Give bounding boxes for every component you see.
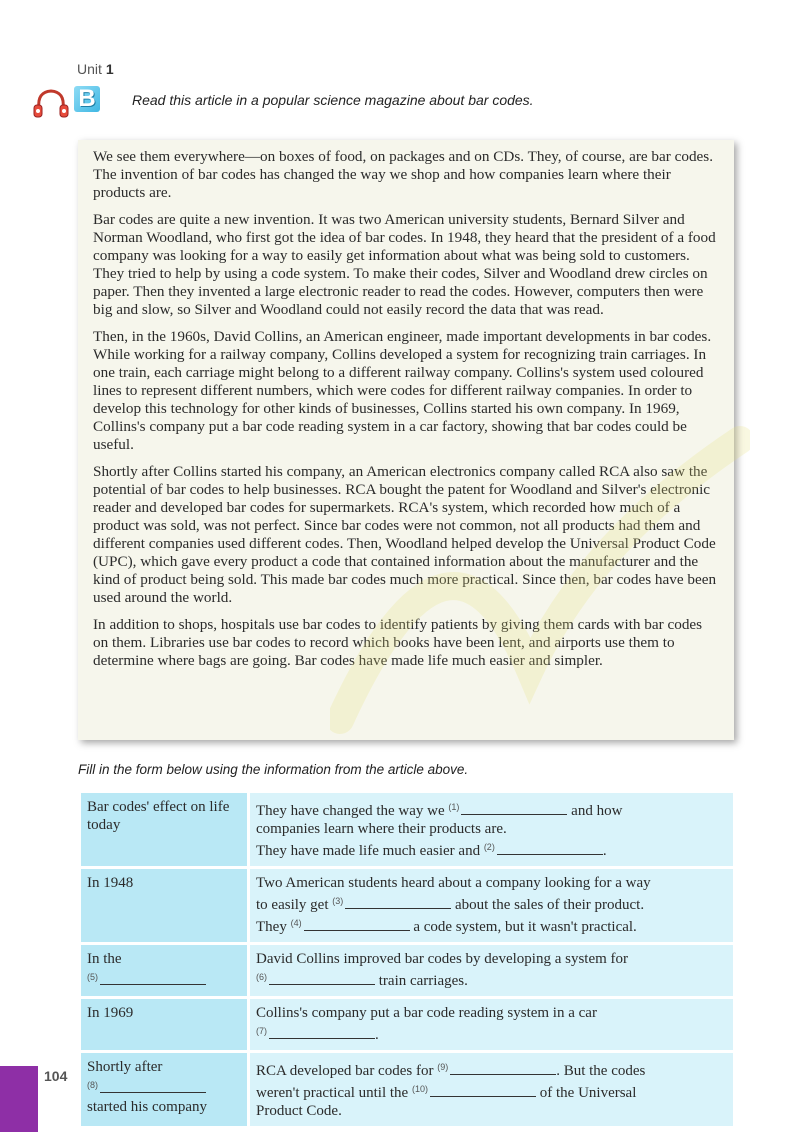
form-text: They have made life much easier and [256,843,481,859]
form-text: to easily get [256,897,329,913]
blank-number: (7) [256,1026,267,1036]
unit-label [77,61,114,77]
blank-number: (3) [332,896,344,906]
blank-number: (8) [87,1080,98,1090]
article-paragraph: Then, in the 1960s, David Collins, an American engineer, made important developments in bar codes. While working for a railway company, Collins developed a system for recognizing train carriages. In one train, each carriage might belong to a different railway company. Collins's system used coloured lines to represent different numbers, which were codes for different railway companies. In order to develop this technology for other kinds of businesses, Collins started his own company. In 1969, Collins's company put a bar code reading system in a car factory, showing that bar codes could be useful. [93,328,712,453]
form-text: of the Universal [539,1085,637,1101]
headphones-icon[interactable] [31,86,71,120]
form-label [80,944,249,998]
form-text: They have changed the way we [256,803,445,819]
form-row [80,944,735,998]
form-text: and how [571,803,623,819]
section-badge: B [74,86,100,112]
answer-blank-5[interactable] [100,972,206,985]
form-content [249,868,735,944]
form-text: a code system, but it wasn't practical. [413,919,637,935]
form-label-text: started his company [87,1099,207,1115]
unit-prefix: Unit [77,61,102,77]
form-text: . [602,843,607,859]
form-text: train carriages. [378,973,468,989]
answer-blank-1[interactable] [461,802,567,815]
form-label [80,998,249,1052]
blank-number: (2) [483,842,495,852]
form-text: weren't practical until the [256,1085,409,1101]
blank-number: (5) [87,972,98,982]
answer-blank-6[interactable] [269,972,375,985]
fill-in-form [78,790,736,1129]
article-paragraph: Bar codes are quite a new invention. It was two American university students, Bernard Silver and Norman Woodland, who first got the idea of bar codes. In 1948, they heard that the president of a food company was looking for a way to easily get information about what was being sold to customers. They tried to help by using a code system. To make their codes, Silver and Woodland drew circles on paper. Then they invented a large electronic reader to read the codes. However, computers then were big and slow, so Silver and Woodland could not easily record the data that was read. [93,211,716,318]
answer-blank-8[interactable] [100,1080,206,1093]
form-content [249,944,735,998]
answer-blank-7[interactable] [269,1026,375,1039]
form-text: . [375,1027,379,1043]
form-label-text: In 1969 [87,1005,134,1021]
form-content [249,1052,735,1128]
blank-number: (10) [411,1084,428,1094]
article-paragraph: Shortly after Collins started his company, an American electronics company called RCA also saw the potential of bar codes to help businesses. RCA bought the patent for Woodland and Silver's electronic reader and developed bar codes for supermarkets. RCA's system, which recorded how much of a product was sold, was not perfect. Since bar codes were not common, not all products had them and different companies used different codes. Then, Woodland helped develop the Universal Product Code (UPC), which gave every product a code that contained information about the manufacturer and the kind of product being sold. This made bar codes much more practical. Since then, bar codes have been used around the world. [93,463,717,606]
blank-number: (9) [437,1062,449,1072]
form-label [80,1052,249,1128]
blank-number: (1) [448,802,460,812]
form-text: Product Code. [256,1103,342,1119]
unit-number: 1 [105,61,114,77]
form-row [80,998,735,1052]
form-label [80,792,249,868]
form-text: RCA developed bar codes for [256,1063,434,1079]
form-text: Two American students heard about a company looking for a way [256,875,651,891]
page-edge-tab [0,1066,38,1132]
answer-blank-4[interactable] [304,918,410,931]
form-label-text: Shortly after [87,1059,163,1075]
article-paragraph: In addition to shops, hospitals use bar codes to identify patients by giving them cards with bar codes on them. Libraries use bar codes to record which books have been lent, and airports use them to determine where bags are going. Bar codes have made life much easier and simpler. [93,616,703,669]
answer-blank-10[interactable] [430,1084,536,1097]
article-paragraph: We see them everywhere—on boxes of food, on packages and on CDs. They, of course, are bar codes. The invention of bar codes has changed the way we shop and how companies learn where their products are. [93,148,713,201]
page-number: 104 [44,1068,68,1084]
answer-blank-2[interactable] [497,842,603,855]
form-text: companies learn where their products are. [256,821,507,837]
form-label-text: Bar codes' effect on life today [87,799,230,833]
blank-number: (4) [290,918,302,928]
form-row [80,868,735,944]
form-text: Collins's company put a bar code reading system in a car [256,1005,597,1021]
form-text: David Collins improved bar codes by developing a system for [256,951,629,967]
form-content [249,998,735,1052]
form-row [80,1052,735,1128]
answer-blank-3[interactable] [345,896,451,909]
exercise-instruction: Read this article in a popular science magazine about bar codes. [132,92,534,108]
form-row [80,792,735,868]
form-instruction: Fill in the form below using the information from the article above. [78,762,469,777]
form-text: They [256,919,287,935]
form-text: . But the codes [556,1063,646,1079]
answer-blank-9[interactable] [450,1062,556,1075]
form-content [249,792,735,868]
form-label [80,868,249,944]
form-label-text: In 1948 [87,875,134,891]
article-box [78,140,734,740]
form-text: about the sales of their product. [454,897,645,913]
blank-number: (6) [256,972,267,982]
form-label-text: In the [87,951,122,967]
